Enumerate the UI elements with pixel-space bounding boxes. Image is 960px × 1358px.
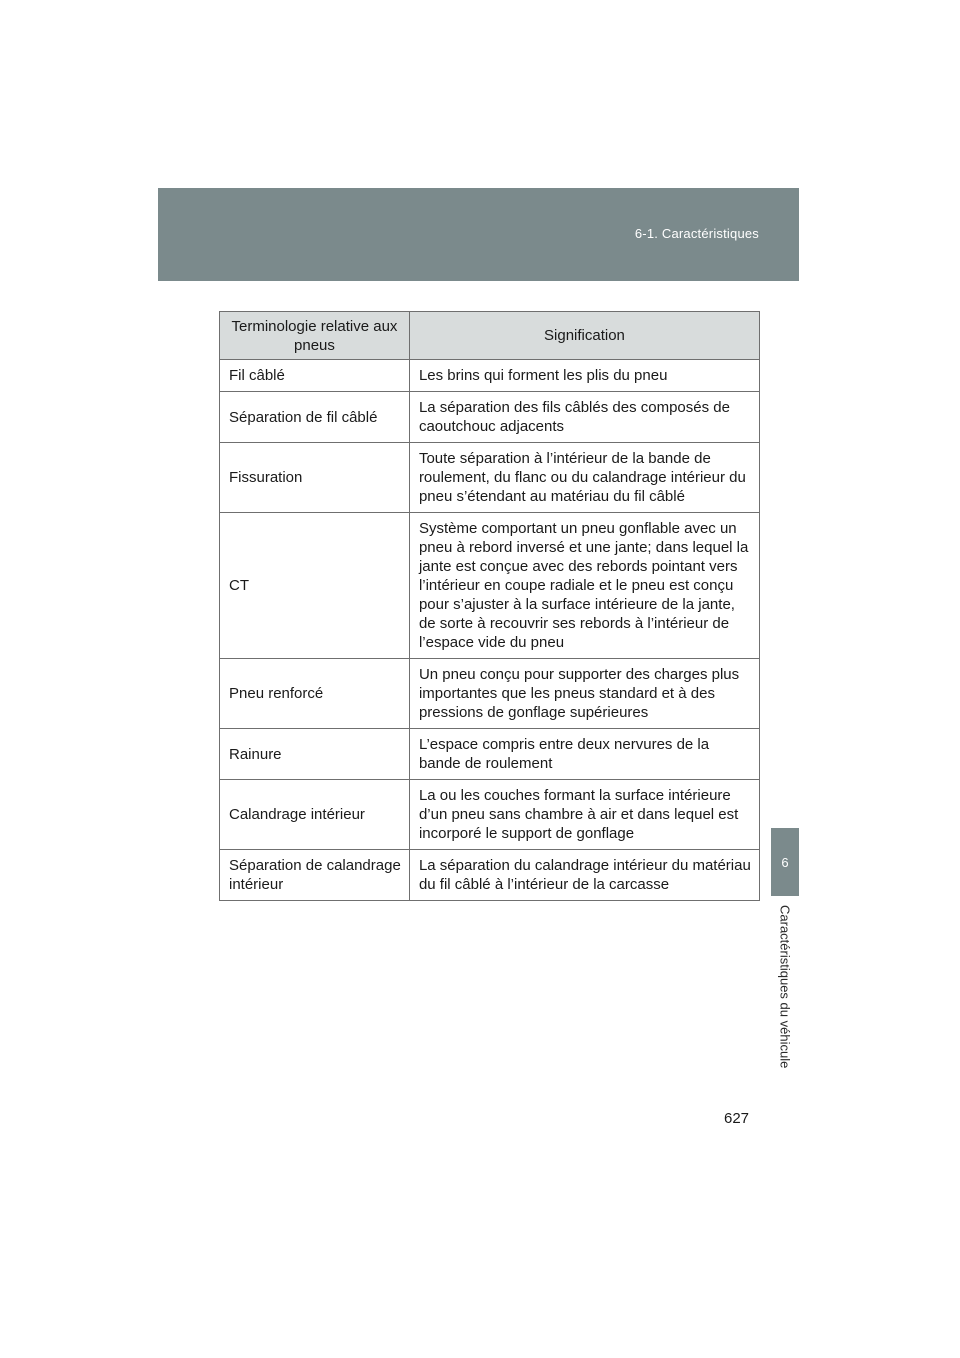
chapter-title: Caractéristiques du véhicule bbox=[777, 905, 793, 1069]
meaning-cell: La séparation du calandrage intérieur du matériau du fil câblé à l’intérieur de la carcasse bbox=[409, 850, 759, 901]
table-row bbox=[220, 780, 760, 850]
table-row bbox=[220, 392, 760, 443]
table-header-row bbox=[220, 312, 760, 360]
term-cell: Fissuration bbox=[220, 443, 410, 513]
meaning-cell: Les brins qui forment les plis du pneu bbox=[409, 360, 759, 392]
column-header-term: Terminologie relative aux pneus bbox=[220, 312, 410, 360]
meaning-cell: La ou les couches formant la surface intérieure d’un pneu sans chambre à air et dans lequel est incorporé le support de gonflage bbox=[409, 780, 759, 850]
term-cell: Pneu renforcé bbox=[220, 659, 410, 729]
table-row bbox=[220, 443, 760, 513]
header-band bbox=[158, 188, 799, 281]
page-number: 627 bbox=[724, 1110, 750, 1127]
term-cell: Fil câblé bbox=[220, 360, 410, 392]
meaning-cell: Un pneu conçu pour supporter des charges plus importantes que les pneus standard et à des pressions de gonflage supérieures bbox=[409, 659, 759, 729]
chapter-number: 6 bbox=[781, 854, 789, 870]
section-title: 6-1. Caractéristiques bbox=[634, 226, 759, 241]
term-cell: CT bbox=[220, 513, 410, 659]
tire-terminology-table bbox=[219, 311, 760, 901]
column-header-meaning: Signification bbox=[409, 312, 759, 360]
term-cell: Rainure bbox=[220, 729, 410, 780]
table-row bbox=[220, 360, 760, 392]
chapter-tab bbox=[771, 828, 799, 896]
table-row bbox=[220, 513, 760, 659]
meaning-cell: L’espace compris entre deux nervures de la bande de roulement bbox=[409, 729, 759, 780]
table-row bbox=[220, 729, 760, 780]
term-cell: Séparation de fil câblé bbox=[220, 392, 410, 443]
meaning-cell: Système comportant un pneu gonflable avec un pneu à rebord inversé et une jante; dans lequel la jante est conçue avec des rebords pointant vers l’intérieur en coupe radiale et le pneu est conçu pour s’ajuster à la surface intérieure de la jante, de sorte à recouvrir ses rebords à l’intérieur de l’espace vide du pneu bbox=[409, 513, 759, 659]
meaning-cell: La séparation des fils câblés des composés de caoutchouc adjacents bbox=[409, 392, 759, 443]
table-row bbox=[220, 659, 760, 729]
term-cell: Calandrage intérieur bbox=[220, 780, 410, 850]
table-row bbox=[220, 850, 760, 901]
term-cell: Séparation de calandrage intérieur bbox=[220, 850, 410, 901]
meaning-cell: Toute séparation à l’intérieur de la bande de roulement, du flanc ou du calandrage intérieur du pneu s’étendant au matériau du fil câblé bbox=[409, 443, 759, 513]
